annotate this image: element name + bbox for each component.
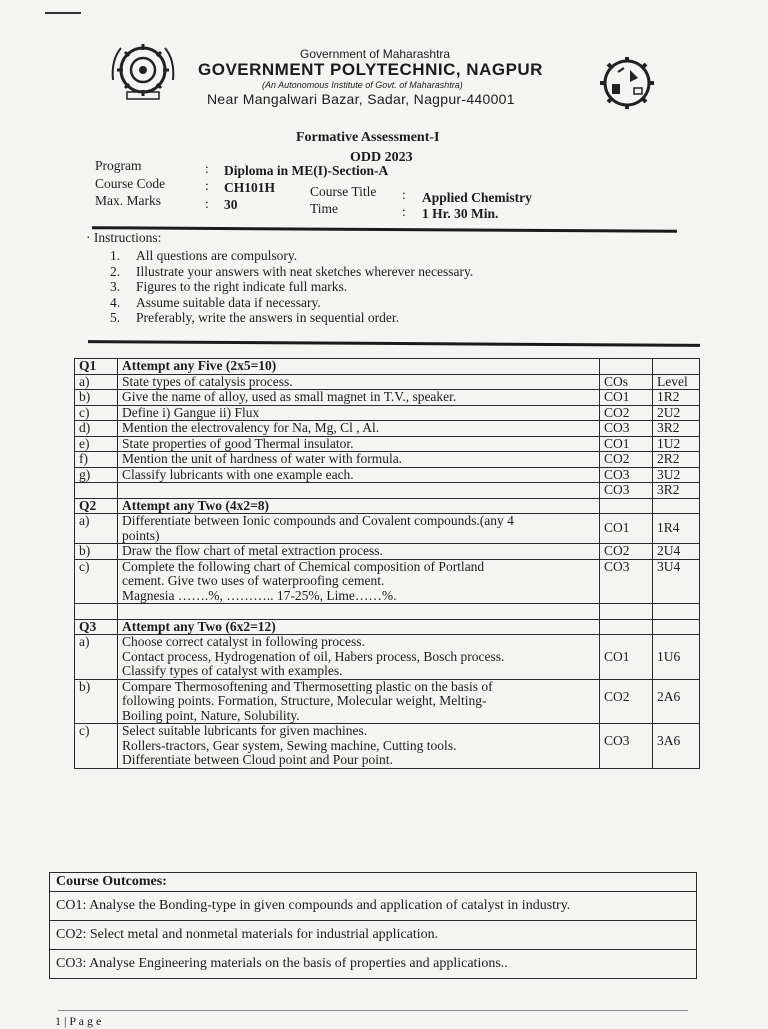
- instruction-item: 3. Figures to the right indicate full marks.: [110, 279, 348, 294]
- q3-number: Q3: [75, 619, 118, 635]
- max-marks-label: Max. Marks: [95, 193, 161, 208]
- course-code-value: CH101H: [224, 180, 276, 195]
- college-address: Near Mangalwari Bazar, Sadar, Nagpur-440001: [207, 91, 515, 107]
- college-name: GOVERNMENT POLYTECHNIC, NAGPUR: [198, 60, 543, 79]
- spacer-row: [75, 604, 700, 620]
- table-row: c) Define i) Gangue ii) Flux CO2 2U2: [75, 405, 700, 421]
- course-outcome-1: CO1: Analyse the Bonding-type in given compounds and application of catalyst in industry.: [50, 892, 697, 921]
- list-item: [50, 921, 697, 950]
- instruction-item: 5. Preferably, write the answers in sequential order.: [110, 310, 400, 325]
- level-column-header: Level: [653, 374, 700, 390]
- table-row: a) State types of catalysis process. COs Level: [75, 374, 700, 390]
- time-label: Time: [310, 201, 339, 216]
- instructions-heading: · Instructions:: [86, 230, 162, 245]
- course-code-label: Course Code: [95, 176, 166, 191]
- table-row: c) Complete the following chart of Chemical composition of Portland cement. Give two uses of waterproofing cement. Magnesia …….%, ……….. 17-25%, Lime……%. CO3 3U4: [75, 559, 700, 604]
- course-outcome-2: CO2: Select metal and nonmetal materials for industrial application.: [50, 921, 697, 950]
- q2-number: Q2: [75, 498, 118, 514]
- time-value: 1 Hr. 30 Min.: [422, 206, 499, 221]
- course-code-colon: :: [205, 178, 209, 193]
- government-line: Government of Maharashtra: [300, 47, 451, 61]
- instructions-list: [110, 248, 473, 326]
- program-label: Program: [95, 158, 142, 173]
- instruction-item: 4. Assume suitable data if necessary.: [110, 294, 321, 310]
- q2-heading: Attempt any Two (4x2=8): [118, 498, 600, 514]
- course-outcomes-heading-row: [50, 873, 697, 892]
- q3-heading: Attempt any Two (6x2=12): [118, 619, 600, 635]
- institute-crest-logo: [594, 56, 660, 110]
- time-colon: :: [402, 204, 406, 219]
- exam-title: Formative Assessment-I: [296, 130, 440, 145]
- course-title-colon: :: [402, 187, 406, 202]
- table-row: b) Draw the flow chart of metal extraction process. CO2 2U4: [75, 544, 700, 560]
- program-colon: :: [205, 161, 209, 176]
- exam-session: ODD 2023: [350, 150, 413, 165]
- table-row: f) Mention the unit of hardness of water with formula. CO2 2R2: [75, 452, 700, 468]
- q1-number: Q1: [75, 359, 118, 375]
- course-title-label: Course Title: [310, 184, 377, 199]
- instruction-item: 1. All questions are compulsory.: [110, 248, 298, 263]
- table-row: g) Classify lubricants with one example each. CO3 3U2: [75, 467, 700, 483]
- table-row: b) Compare Thermosoftening and Thermosetting plastic on the basis of following points. Formation, Structure, Molecular weight, Melting- Boiling point, Nature, Solubility. CO2 2A6: [75, 679, 700, 724]
- table-row: c) Select suitable lubricants for given machines. Rollers-tractors, Gear system, Sewing machine, Cutting tools. Differentiate between Cloud point and Pour point. CO3 3A6: [75, 724, 700, 769]
- program-value: Diploma in ME(I)-Section-A: [224, 163, 389, 178]
- footer-divider: [58, 1010, 688, 1011]
- course-title-value: Applied Chemistry: [422, 190, 532, 205]
- course-outcomes-heading: Course Outcomes:: [50, 873, 697, 892]
- cos-column-header: COs: [600, 374, 653, 390]
- gear-emblem-logo: [107, 40, 179, 102]
- question-table: [74, 358, 700, 769]
- max-marks-value: 30: [224, 197, 238, 212]
- q3-header-row: [75, 619, 700, 635]
- course-outcomes-table: [49, 872, 697, 979]
- table-row: a) Choose correct catalyst in following process. Contact process, Hydrogenation of oil, Habers process, Bosch process. Classify types of catalyst with examples. CO1 1U6: [75, 635, 700, 680]
- instructions-divider: [88, 340, 700, 347]
- table-row: a) Differentiate between Ionic compounds and Covalent compounds.(any 4 points) CO1 1R4: [75, 514, 700, 544]
- instruction-item: 2. Illustrate your answers with neat sketches wherever necessary.: [110, 263, 474, 279]
- table-row: CO3 3R2: [75, 483, 700, 499]
- page-number: 1 | P a g e: [55, 1014, 102, 1028]
- q1-heading: Attempt any Five (2x5=10): [118, 359, 600, 375]
- autonomous-line: (An Autonomous Institute of Govt. of Maharashtra): [262, 80, 463, 90]
- list-item: [50, 950, 697, 979]
- q1-header-row: [75, 359, 700, 375]
- table-row: d) Mention the electrovalency for Na, Mg, Cl , Al. CO3 3R2: [75, 421, 700, 437]
- course-outcome-3: CO3: Analyse Engineering materials on the basis of properties and applications..: [50, 950, 697, 979]
- table-row: b) Give the name of alloy, used as small magnet in T.V., speaker. CO1 1R2: [75, 390, 700, 406]
- q2-header-row: [75, 498, 700, 514]
- table-row: e) State properties of good Thermal insulator. CO1 1U2: [75, 436, 700, 452]
- header-divider: [92, 226, 677, 233]
- max-marks-colon: :: [205, 196, 209, 211]
- list-item: [50, 892, 697, 921]
- top-margin-mark: [45, 12, 81, 14]
